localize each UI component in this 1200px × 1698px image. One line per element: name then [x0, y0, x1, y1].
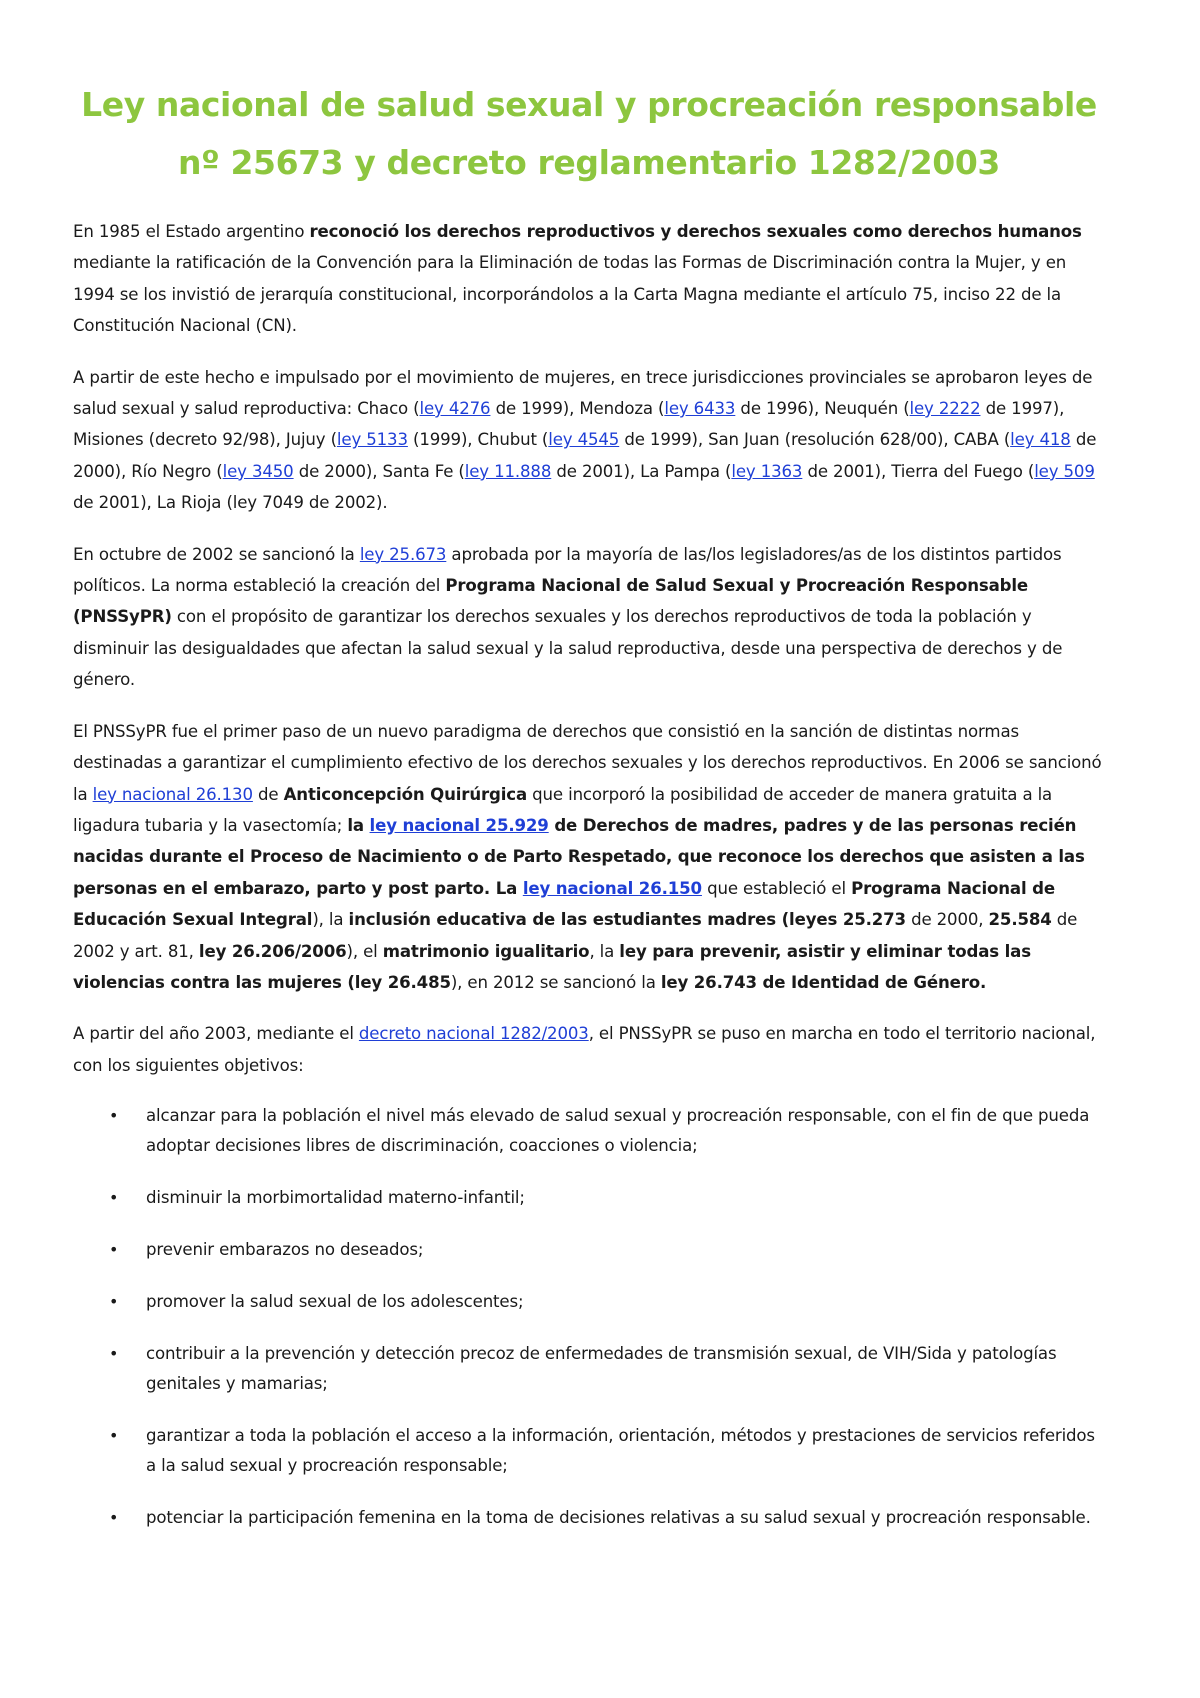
paragraph-intro [73, 216, 1105, 342]
list-item-text: prevenir embarazos no deseados; [146, 1240, 424, 1260]
link-ley-509[interactable]: ley 509 [1034, 461, 1095, 481]
text-run: de 2001), Tierra del Fuego ( [802, 461, 1035, 481]
link-ley-4545[interactable]: ley 4545 [548, 430, 620, 450]
link-ley-26150[interactable]: ley nacional 26.150 [522, 878, 702, 898]
text-run: de [252, 784, 284, 804]
bold-run: de Derechos de madres, padres y de las personas recién nacidas durante el Proceso de Nacimiento o de Parto Respetado, que reconoce los derechos que asisten a las personas en el embarazo, parto y post parto. La [73, 815, 1085, 898]
list-item [73, 1287, 1105, 1317]
bold-run: 25.584 [988, 910, 1052, 930]
text-run: de 1999), San Juan (resolución 628/00), CABA ( [619, 430, 1011, 450]
objectives-list [73, 1101, 1105, 1533]
text-run: ), el [346, 941, 383, 961]
bold-run: matrimonio igualitario [382, 941, 590, 961]
text-run: de 2001), La Pampa ( [551, 461, 732, 481]
text-run: , la [589, 941, 620, 961]
list-item-text: disminuir la morbimortalidad materno-infantil; [146, 1188, 525, 1208]
paragraph-provincial-laws [73, 362, 1105, 519]
paragraph-ley-25673 [73, 539, 1105, 696]
bold-run: ley para prevenir, asistir y eliminar todas las violencias contra las mujeres (ley 26.485 [73, 941, 1031, 992]
text-run: de 2000), Santa Fe ( [293, 461, 465, 481]
text-run: de 2002 y art. 81, [73, 910, 1078, 961]
bold-run: Anticoncepción Quirúrgica [283, 784, 528, 804]
page-title [73, 76, 1105, 192]
link-ley-26130[interactable]: ley nacional 26.130 [92, 784, 253, 804]
text-run: de 2000, [905, 910, 989, 930]
bullet-icon: • [109, 1426, 119, 1446]
page-title-line-1: Ley nacional de salud sexual y procreación responsable [81, 85, 1097, 124]
link-ley-11888[interactable]: ley 11.888 [464, 461, 552, 481]
text-run: mediante la ratificación de la Convención para la Eliminación de todas las Formas de Discriminación contra la Mujer, y en 1994 se los invistió de jerarquía constitucional, incorporándolos a la Carta Magna mediante el artículo 75, inciso 22 de la Constitución Nacional (CN). [73, 253, 1067, 336]
paragraph-paradigm [73, 716, 1105, 999]
list-item-text: garantizar a toda la población el acceso a la información, orientación, métodos y prestaciones de servicios referidos a la salud sexual y procreación responsable; [146, 1426, 1095, 1476]
link-decreto-1282-2003[interactable]: decreto nacional 1282/2003 [358, 1024, 589, 1044]
page-title-line-2: nº 25673 y decreto reglamentario 1282/2003 [178, 143, 1000, 182]
list-item-text: promover la salud sexual de los adolescentes; [146, 1292, 524, 1312]
text-run: ), en 2012 se sancionó la [450, 972, 661, 992]
text-run: En octubre de 2002 se sancionó la [73, 544, 360, 564]
text-run: de 2000), Río Negro ( [73, 430, 1097, 481]
bullet-icon: • [109, 1508, 119, 1528]
text-run: , el PNSSyPR se puso en marcha en todo el territorio nacional, con los siguientes objetivos: [73, 1024, 1096, 1075]
link-ley-25929[interactable]: ley nacional 25.929 [369, 815, 549, 835]
link-ley-6433[interactable]: ley 6433 [664, 399, 736, 419]
text-run: con el propósito de garantizar los derechos sexuales y los derechos reproductivos de toda la población y disminuir las desigualdades que afectan la salud sexual y la salud reproductiva, desde una perspectiva de derechos y de género. [73, 607, 1063, 690]
link-ley-2222[interactable]: ley 2222 [909, 399, 981, 419]
bullet-icon: • [109, 1292, 119, 1312]
text-run: A partir de este hecho e impulsado por el movimiento de mujeres, en trece jurisdicciones provinciales se aprobaron leyes de salud sexual y salud reproductiva: Chaco ( [73, 367, 1093, 419]
bullet-icon: • [109, 1188, 119, 1208]
list-item [73, 1235, 1105, 1265]
bullet-icon: • [109, 1106, 119, 1126]
list-item-text: contribuir a la prevención y detección precoz de enfermedades de transmisión sexual, de VIH/Sida y patologías genitales y mamarias; [146, 1344, 1057, 1394]
text-run: (1999), Chubut ( [407, 430, 549, 450]
text-run: En 1985 el Estado argentino [73, 222, 310, 241]
text-run: de 1997), Misiones (decreto 92/98), Jujuy ( [73, 399, 1065, 450]
bullet-icon: • [109, 1344, 119, 1364]
link-ley-418[interactable]: ley 418 [1010, 430, 1071, 450]
paragraph-decreto [73, 1018, 1105, 1081]
bold-run: reconoció los derechos reproductivos y derechos sexuales como derechos humanos [309, 222, 1082, 241]
link-ley-25673[interactable]: ley 25.673 [359, 544, 447, 564]
text-run: El PNSSyPR fue el primer paso de un nuevo paradigma de derechos que consistió en la sanción de distintas normas destinadas a garantizar el cumplimiento efectivo de los derechos sexuales y los derechos reproductivos. En 2006 se sancionó la [73, 721, 1102, 804]
text-run: de 1996), Neuquén ( [735, 399, 910, 419]
text-run: de 1999), Mendoza ( [490, 399, 665, 419]
list-item [73, 1183, 1105, 1213]
list-item-text: alcanzar para la población el nivel más elevado de salud sexual y procreación responsable, con el fin de que pueda adoptar decisiones libres de discriminación, coacciones o violencia; [146, 1106, 1090, 1156]
bold-run: ley 26.743 de Identidad de Género. [660, 972, 987, 992]
bold-run: inclusión educativa de las estudiantes madres (leyes 25.273 [348, 910, 906, 930]
link-ley-4276[interactable]: ley 4276 [419, 399, 491, 419]
text-run: A partir del año 2003, mediante el [73, 1024, 359, 1044]
list-item [73, 1101, 1105, 1161]
bold-run: ley 26.206/2006 [198, 941, 347, 961]
link-ley-1363[interactable]: ley 1363 [731, 461, 803, 481]
link-ley-5133[interactable]: ley 5133 [336, 430, 408, 450]
bold-run: Programa Nacional de Salud Sexual y Procreación Responsable (PNSSyPR) [73, 576, 1029, 627]
link-ley-3450[interactable]: ley 3450 [222, 461, 294, 481]
bullet-icon: • [109, 1240, 119, 1260]
text-run: que estableció el [701, 878, 852, 898]
text-run: ), la [312, 910, 349, 930]
bold-run: la [347, 815, 370, 835]
list-item [73, 1339, 1105, 1399]
text-run: aprobada por la mayoría de las/los legisladores/as de los distintos partidos políticos. La norma estableció la creación del [73, 544, 1062, 596]
list-item-text: potenciar la participación femenina en la toma de decisiones relativas a su salud sexual y procreación responsable. [146, 1508, 1091, 1528]
list-item [73, 1421, 1105, 1481]
bold-run: Programa Nacional de Educación Sexual Integral [73, 878, 1055, 930]
list-item [73, 1503, 1105, 1533]
text-run: de 2001), La Rioja (ley 7049 de 2002). [73, 493, 388, 513]
text-run: que incorporó la posibilidad de acceder de manera gratuita a la ligadura tubaria y la vasectomía; [73, 784, 1053, 835]
